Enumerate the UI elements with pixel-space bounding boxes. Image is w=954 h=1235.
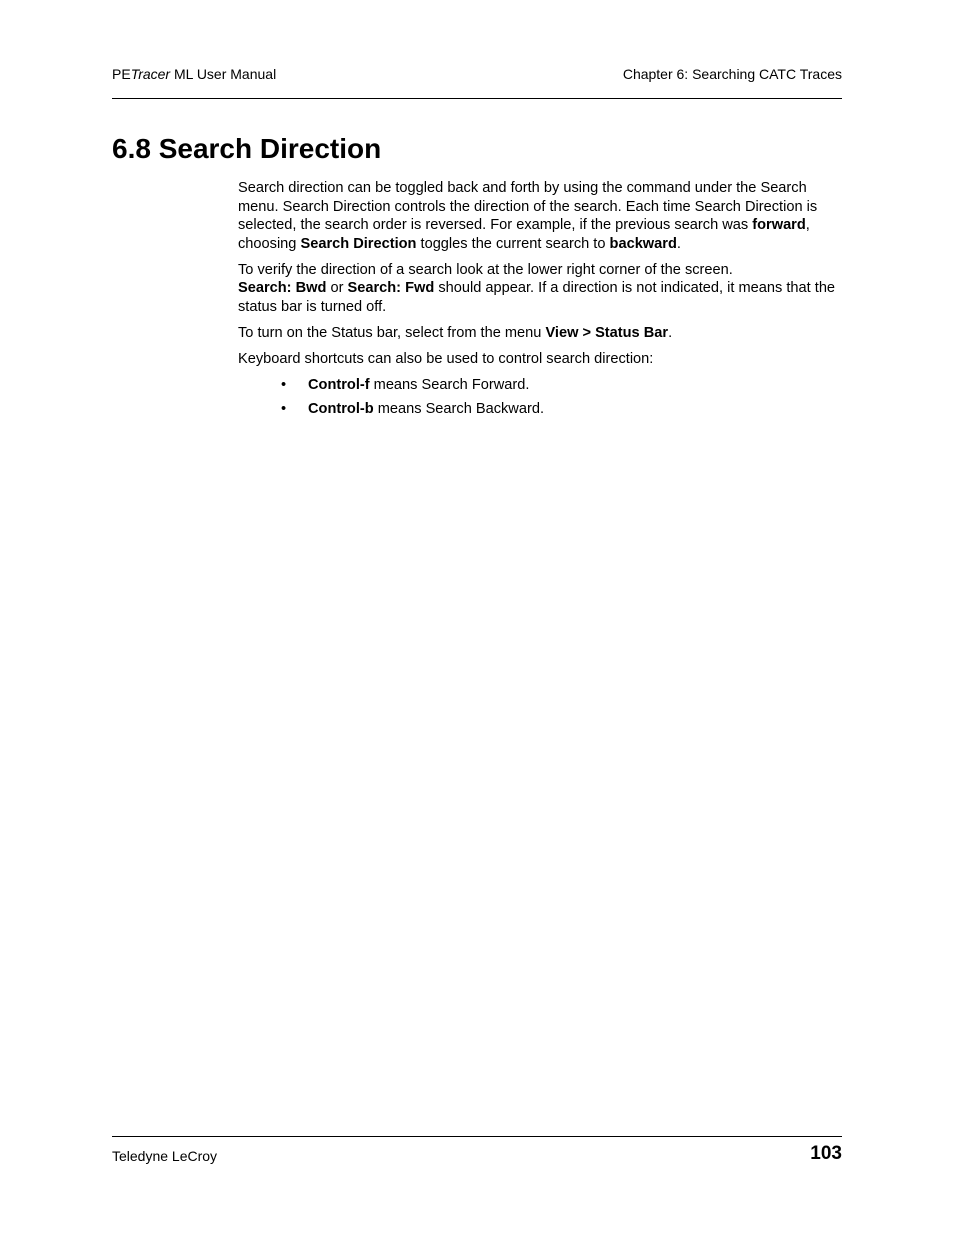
shortcut-description: means Search Backward.: [373, 401, 544, 418]
manual-title-italic: Tracer: [130, 66, 171, 82]
section-title: 6.8 Search Direction: [112, 133, 382, 164]
bold-forward: forward: [752, 217, 806, 234]
bold-view-status-bar: View > Status Bar: [545, 325, 669, 342]
section-body: [238, 179, 842, 425]
text: Search direction can be toggled back and forth by using the command under the Search menu. Search Direction controls the direction of the search. Each time Search Direction is selected, the search order is reversed. For example, if the previous search was: [238, 180, 818, 234]
manual-title-suffix: ML User Manual: [170, 66, 277, 82]
text: To turn on the Status bar, select from the menu: [238, 325, 546, 342]
shortcut-description: means Search Forward.: [369, 377, 530, 394]
page-number: 103: [810, 1143, 842, 1164]
paragraph-toggle-direction: [238, 179, 842, 253]
text: or: [326, 280, 348, 297]
footer-divider: [112, 1136, 842, 1137]
bullet-marker: •: [281, 377, 287, 394]
text: .: [676, 235, 681, 252]
shortcut-key: Control-f: [308, 377, 370, 394]
paragraph-shortcuts: [238, 350, 842, 369]
chapter-title: Chapter 6: Searching CATC Traces: [622, 66, 842, 82]
bold-search-bwd: Search: Bwd: [238, 280, 327, 297]
manual-title: [112, 66, 276, 82]
page-header: [112, 66, 842, 84]
shortcut-list: [238, 376, 842, 419]
text: To verify the direction of a search look at the lower right corner of the screen.: [238, 261, 733, 278]
shortcut-key: Control-b: [308, 401, 374, 418]
bullet-marker: •: [281, 401, 287, 418]
text: Keyboard shortcuts can also be used to control search direction:: [238, 351, 654, 368]
bold-search-fwd: Search: Fwd: [347, 280, 435, 297]
company-name: Teledyne LeCroy: [112, 1148, 218, 1164]
text: toggles the current search to: [416, 235, 610, 252]
header-divider: [112, 98, 842, 99]
paragraph-status-bar: [238, 324, 842, 343]
paragraph-verify-direction: [238, 261, 842, 317]
text: should appear. If a direction is not indicated, it means that the status bar is turned off.: [238, 280, 836, 316]
manual-title-prefix: PE: [112, 66, 131, 82]
bold-backward: backward: [609, 235, 677, 252]
text: , choosing: [238, 217, 810, 252]
list-item: [238, 400, 842, 419]
bold-search-direction: Search Direction: [300, 235, 417, 252]
text: .: [668, 325, 673, 342]
list-item: [238, 376, 842, 395]
